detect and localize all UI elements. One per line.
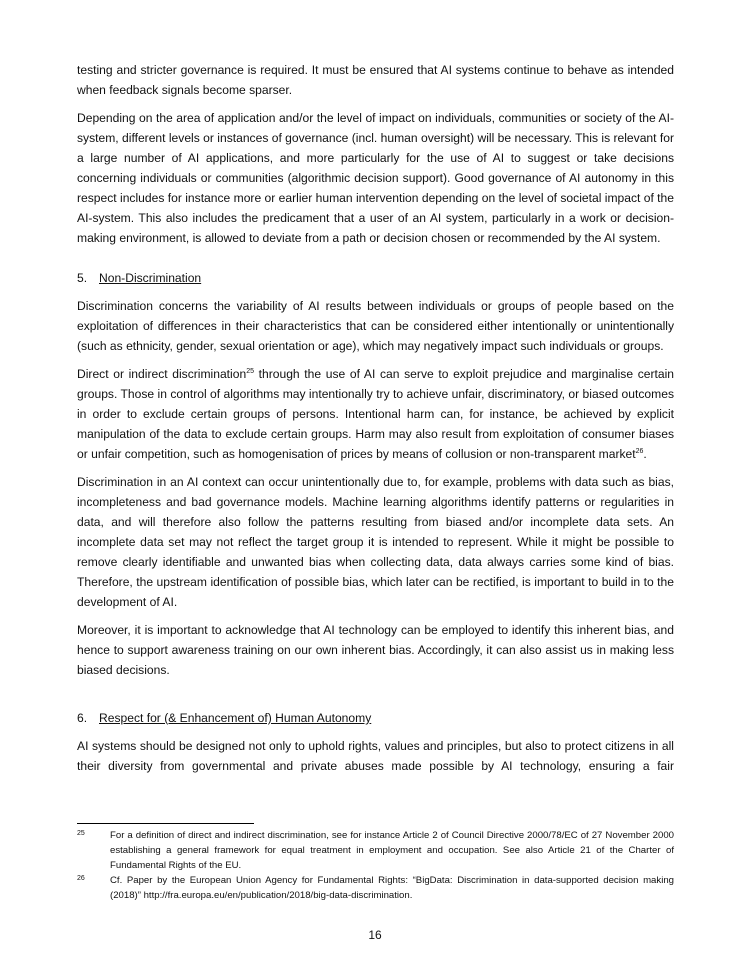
section-number: 5. (77, 271, 88, 285)
paragraph: AI systems should be designed not only to uphold rights, values and principles, but also to protect citizens in all their diversity from governmental and private abuses made possible by AI technology, ensuring a fair (77, 739, 674, 773)
section-heading (77, 708, 674, 728)
paragraph: testing and stricter governance is required. It must be ensured that AI systems continue to behave as intended when feedback signals become sparser. (77, 63, 674, 97)
footnote (77, 828, 674, 873)
document-page (77, 60, 674, 784)
footnote-text: For a definition of direct and indirect discrimination, see for instance Article 2 of Council Directive 2000/78/EC of 27 November 2000 establishing a general framework for equal treatment in employment and occupation. See also Article 21 of the Charter of Fundamental Rights of the EU. (110, 830, 674, 871)
footnote-divider (77, 823, 254, 824)
paragraph: Discrimination in an AI context can occur unintentionally due to, for example, problems with data such as bias, incompleteness and bad governance models. Machine learning algorithms identify patterns or regularities in data, and will therefore also follow the patterns resulting from biased and/or incomplete data sets. An incomplete data set may not reflect the target group it is intended to represent. While it might be possible to remove clearly identifiable and unwanted bias when collecting data, data always carries some kind of bias. Therefore, the upstream identification of possible bias, which later can be rectified, is important to build in to the development of AI. (77, 475, 674, 609)
section-number: 6. (77, 711, 88, 725)
paragraph: Discrimination concerns the variability of AI results between individuals or groups of people based on the exploitation of differences in their characteristics that can be considered either intentionally or unintentionally (such as ethnicity, gender, sexual orientation or age), which may negatively impact such individuals or groups. (77, 299, 674, 353)
footnotes (77, 823, 674, 903)
page-number: 16 (368, 928, 382, 942)
footnote-number: 26 (77, 875, 85, 882)
footnote-text: Cf. Paper by the European Union Agency for Fundamental Rights: “BigData: Discrimination in data-supported decision making (2018)” http://fra.europa.eu/en/publication/2018/big-data-discrimination. (110, 875, 674, 901)
footnote-number: 25 (77, 830, 85, 837)
section-heading (77, 268, 674, 288)
paragraph: Moreover, it is important to acknowledge that AI technology can be employed to identify this inherent bias, and hence to support awareness training on our own inherent bias. Accordingly, it can also assist us in making less biased decisions. (77, 623, 674, 677)
footnote (77, 873, 674, 903)
paragraph: Direct or indirect discrimination$^{25}$ through the use of AI can serve to exploit prejudice and marginalise certain groups. Those in control of algorithms may intentionally try to achieve unfair, discriminatory, or biased outcomes in order to exclude certain groups of persons. Intentional harm can, for instance, be achieved by explicit manipulation of the data to exclude certain groups. Harm may also result from exploitation of consumer biases or unfair competition, such as homogenisation of prices by means of collusion or non-transparent market$^{26}$. (77, 367, 674, 461)
footnote-ref[interactable]: 26 (635, 448, 644, 455)
section-title: Non-Discrimination (99, 271, 202, 285)
section-title: Respect for (& Enhancement of) Human Autonomy (99, 711, 372, 725)
footnote-ref[interactable]: 25 (246, 368, 254, 375)
paragraph: Depending on the area of application and/or the level of impact on individuals, communities or society of the AI-system, different levels or instances of governance (incl. human oversight) will be necessary. This is relevant for a large number of AI applications, and more particularly for the use of AI to suggest or take decisions concerning individuals or communities (algorithmic decision support). Good governance of AI autonomy in this respect includes for instance more or earlier human intervention depending on the level of societal impact of the AI-system. This also includes the predicament that a user of an AI system, particularly in a work or decision-making environment, is allowed to deviate from a path or decision chosen or recommended by the AI system. (77, 111, 674, 245)
